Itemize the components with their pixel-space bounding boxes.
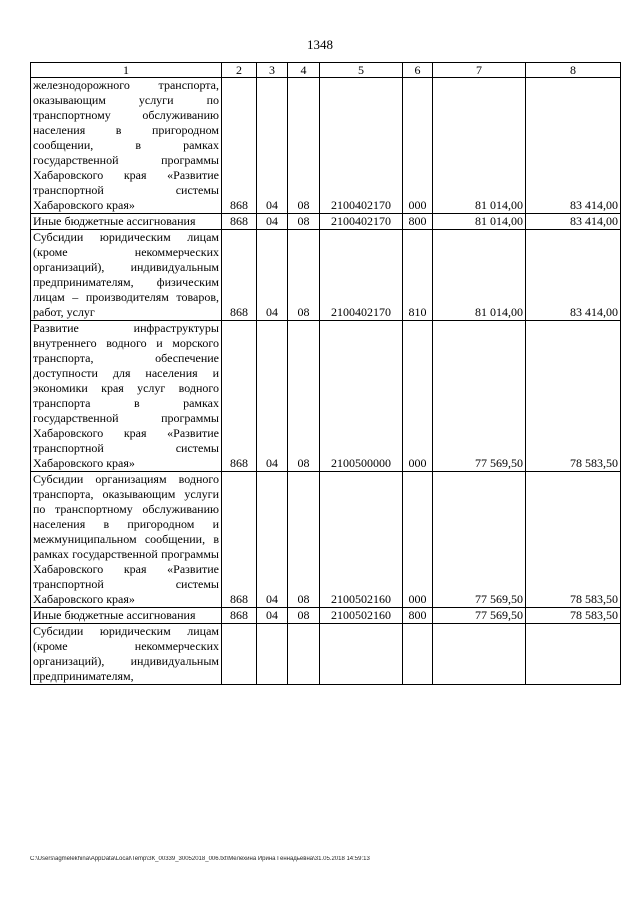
- cell-amount-col7: 77 569,50: [433, 608, 526, 624]
- cell-expense-type: 000: [403, 472, 433, 608]
- cell-amount-col7: 77 569,50: [433, 321, 526, 472]
- column-header: 6: [403, 63, 433, 78]
- cell-expense-type: 800: [403, 608, 433, 624]
- cell-section: 04: [257, 472, 288, 608]
- cell-amount-col7: 81 014,00: [433, 78, 526, 214]
- cell-amount-col8: 83 414,00: [526, 78, 621, 214]
- cell-subsection: 08: [288, 472, 320, 608]
- cell-ministry-code: 868: [222, 608, 257, 624]
- column-header: 7: [433, 63, 526, 78]
- row-description: Субсидии организациям водного транспорта, оказывающим услуги по транспортному обслуживанию населения в пригородном и межмуниципальном сообщении, в рамках государственной программы Хабаровского края «Развитие транспортной системы Хабаровского края»: [31, 472, 222, 608]
- cell-ministry-code: [222, 624, 257, 685]
- cell-subsection: 08: [288, 230, 320, 321]
- column-header: 8: [526, 63, 621, 78]
- file-path-footer: C:\Users\agmelekhina\AppData\Local\Temp\ЗК_00339_30052018_006.txt\Мелехина Ирина Геннадьевна\31.05.2018 14:59:13: [30, 856, 370, 862]
- cell-section: 04: [257, 214, 288, 230]
- row-description: железнодорожного транспорта, оказывающим услуги по транспортному обслуживанию населения в пригородном сообщении, в рамках государственной программы Хабаровского края «Развитие транспортной системы Хабаровского края»: [31, 78, 222, 214]
- cell-amount-col8: 78 583,50: [526, 608, 621, 624]
- table-row: [31, 230, 621, 321]
- cell-amount-col8: 78 583,50: [526, 321, 621, 472]
- cell-amount-col7: 81 014,00: [433, 214, 526, 230]
- cell-target-article: 2100502160: [320, 472, 403, 608]
- cell-expense-type: 800: [403, 214, 433, 230]
- cell-section: 04: [257, 230, 288, 321]
- cell-subsection: 08: [288, 321, 320, 472]
- column-header: 5: [320, 63, 403, 78]
- row-description: Иные бюджетные ассигнования: [31, 608, 222, 624]
- table-row: [31, 78, 621, 214]
- budget-table: [30, 62, 621, 685]
- cell-amount-col8: 83 414,00: [526, 214, 621, 230]
- cell-section: 04: [257, 321, 288, 472]
- cell-section: [257, 624, 288, 685]
- cell-expense-type: [403, 624, 433, 685]
- cell-ministry-code: 868: [222, 230, 257, 321]
- cell-amount-col7: 81 014,00: [433, 230, 526, 321]
- cell-ministry-code: 868: [222, 78, 257, 214]
- cell-subsection: 08: [288, 608, 320, 624]
- cell-expense-type: 000: [403, 321, 433, 472]
- column-header: 3: [257, 63, 288, 78]
- cell-amount-col8: 78 583,50: [526, 472, 621, 608]
- cell-target-article: 2100502160: [320, 608, 403, 624]
- cell-target-article: 2100402170: [320, 78, 403, 214]
- row-description: Развитие инфраструктуры внутреннего водного и морского транспорта, обеспечение доступности для населения и экономики края услуг водного транспорта в рамках государственной программы Хабаровского края «Развитие транспортной системы Хабаровского края»: [31, 321, 222, 472]
- row-description: Субсидии юридическим лицам (кроме некоммерческих организаций), индивидуальным предпринимателям,: [31, 624, 222, 685]
- table-row: [31, 624, 621, 685]
- cell-target-article: 2100500000: [320, 321, 403, 472]
- row-description: Иные бюджетные ассигнования: [31, 214, 222, 230]
- table-row: [31, 321, 621, 472]
- column-header: 2: [222, 63, 257, 78]
- cell-amount-col8: 83 414,00: [526, 230, 621, 321]
- cell-subsection: 08: [288, 78, 320, 214]
- cell-ministry-code: 868: [222, 321, 257, 472]
- cell-expense-type: 810: [403, 230, 433, 321]
- cell-ministry-code: 868: [222, 472, 257, 608]
- cell-section: 04: [257, 78, 288, 214]
- row-description: Субсидии юридическим лицам (кроме некоммерческих организаций), индивидуальным предпринимателям, физическим лицам – производителям товаров, работ, услуг: [31, 230, 222, 321]
- cell-expense-type: 000: [403, 78, 433, 214]
- cell-target-article: 2100402170: [320, 230, 403, 321]
- cell-subsection: 08: [288, 214, 320, 230]
- column-header: 1: [31, 63, 222, 78]
- cell-amount-col7: 77 569,50: [433, 472, 526, 608]
- cell-target-article: [320, 624, 403, 685]
- table-row: [31, 472, 621, 608]
- cell-amount-col8: [526, 624, 621, 685]
- table-header-row: [31, 63, 621, 78]
- table-row: [31, 608, 621, 624]
- cell-ministry-code: 868: [222, 214, 257, 230]
- table-row: [31, 214, 621, 230]
- cell-subsection: [288, 624, 320, 685]
- cell-target-article: 2100402170: [320, 214, 403, 230]
- cell-section: 04: [257, 608, 288, 624]
- column-header: 4: [288, 63, 320, 78]
- page-number: 1348: [307, 37, 333, 52]
- cell-amount-col7: [433, 624, 526, 685]
